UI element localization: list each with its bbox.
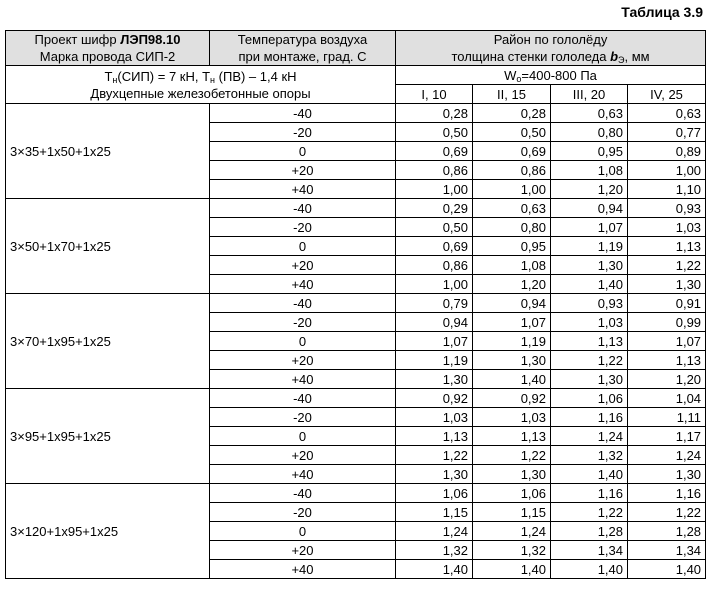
tn2-sub: н bbox=[210, 74, 216, 85]
value-cell: 1,11 bbox=[628, 408, 706, 427]
value-cell: 1,03 bbox=[473, 408, 551, 427]
wire-cell: 3×70+1x95+1x25 bbox=[6, 294, 210, 389]
wire-cell: 3×50+1x70+1x25 bbox=[6, 199, 210, 294]
value-cell: 1,15 bbox=[396, 503, 473, 522]
region-b: b bbox=[610, 49, 619, 64]
value-cell: 1,30 bbox=[628, 465, 706, 484]
value-cell: 1,40 bbox=[396, 560, 473, 579]
value-cell: 1,30 bbox=[551, 370, 628, 389]
value-cell: 1,16 bbox=[551, 484, 628, 503]
temp-cell: 0 bbox=[210, 522, 396, 541]
value-cell: 0,69 bbox=[473, 142, 551, 161]
wo-sub: о bbox=[516, 73, 522, 84]
temp-cell: -40 bbox=[210, 484, 396, 503]
value-cell: 0,80 bbox=[473, 218, 551, 237]
value-cell: 1,24 bbox=[551, 427, 628, 446]
value-cell: 1,40 bbox=[473, 560, 551, 579]
value-cell: 0,69 bbox=[396, 237, 473, 256]
table-row bbox=[6, 199, 706, 218]
region-header-2: II, 15 bbox=[473, 85, 551, 104]
header-wire-cell bbox=[6, 31, 210, 66]
value-cell: 0,50 bbox=[396, 218, 473, 237]
value-cell: 0,86 bbox=[396, 161, 473, 180]
temp-cell: -40 bbox=[210, 199, 396, 218]
temp-cell: -40 bbox=[210, 389, 396, 408]
value-cell: 0,86 bbox=[473, 161, 551, 180]
value-cell: 1,40 bbox=[551, 275, 628, 294]
value-cell: 1,13 bbox=[551, 332, 628, 351]
value-cell: 1,40 bbox=[473, 370, 551, 389]
temp-cell: -40 bbox=[210, 294, 396, 313]
wo-value: =400-800 Па bbox=[521, 67, 597, 83]
value-cell: 1,07 bbox=[473, 313, 551, 332]
temp-cell: +20 bbox=[210, 541, 396, 560]
value-cell: 1,00 bbox=[628, 161, 706, 180]
region-header-3: III, 20 bbox=[551, 85, 628, 104]
data-table bbox=[5, 30, 706, 579]
value-cell: 1,06 bbox=[473, 484, 551, 503]
value-cell: 1,06 bbox=[551, 389, 628, 408]
temp-cell: 0 bbox=[210, 332, 396, 351]
value-cell: 0,28 bbox=[473, 104, 551, 123]
value-cell: 1,40 bbox=[628, 560, 706, 579]
value-cell: 1,04 bbox=[628, 389, 706, 408]
value-cell: 0,63 bbox=[551, 104, 628, 123]
value-cell: 1,22 bbox=[551, 351, 628, 370]
value-cell: 1,13 bbox=[473, 427, 551, 446]
region-line2: толщина стенки гололеда bbox=[451, 49, 611, 64]
value-cell: 1,08 bbox=[473, 256, 551, 275]
temp-cell: -20 bbox=[210, 503, 396, 522]
tn-label: Т bbox=[104, 68, 113, 84]
value-cell: 1,22 bbox=[473, 446, 551, 465]
temp-cell: +40 bbox=[210, 560, 396, 579]
sip-text: (СИП) = 7 кН, Т bbox=[117, 68, 211, 84]
value-cell: 1,03 bbox=[396, 408, 473, 427]
value-cell: 0,94 bbox=[473, 294, 551, 313]
supports-text: Двухцепные железобетонные опоры bbox=[90, 85, 311, 101]
value-cell: 1,22 bbox=[628, 256, 706, 275]
value-cell: 1,24 bbox=[396, 522, 473, 541]
project-code: ЛЭП98.10 bbox=[120, 32, 181, 47]
value-cell: 0,95 bbox=[551, 142, 628, 161]
value-cell: 1,08 bbox=[551, 161, 628, 180]
value-cell: 1,10 bbox=[628, 180, 706, 199]
value-cell: 0,63 bbox=[628, 104, 706, 123]
value-cell: 1,19 bbox=[473, 332, 551, 351]
value-cell: 1,22 bbox=[628, 503, 706, 522]
region-header-4: IV, 25 bbox=[628, 85, 706, 104]
value-cell: 1,30 bbox=[551, 256, 628, 275]
value-cell: 1,15 bbox=[473, 503, 551, 522]
region-sub: Э bbox=[618, 55, 625, 65]
value-cell: 0,86 bbox=[396, 256, 473, 275]
value-cell: 1,13 bbox=[628, 237, 706, 256]
value-cell: 1,28 bbox=[628, 522, 706, 541]
temp-cell: 0 bbox=[210, 237, 396, 256]
temp-cell: -20 bbox=[210, 313, 396, 332]
value-cell: 1,28 bbox=[551, 522, 628, 541]
wire-cell: 3×95+1x95+1x25 bbox=[6, 389, 210, 484]
value-cell: 0,93 bbox=[628, 199, 706, 218]
temp-cell: +40 bbox=[210, 370, 396, 389]
value-cell: 0,50 bbox=[396, 123, 473, 142]
table-row bbox=[6, 389, 706, 408]
table-row bbox=[6, 294, 706, 313]
params-row-1 bbox=[6, 66, 706, 85]
value-cell: 1,13 bbox=[396, 427, 473, 446]
value-cell: 1,30 bbox=[396, 370, 473, 389]
value-cell: 0,29 bbox=[396, 199, 473, 218]
region-unit: , мм bbox=[624, 49, 650, 64]
wo-label: W bbox=[504, 67, 517, 83]
value-cell: 1,03 bbox=[551, 313, 628, 332]
value-cell: 0,99 bbox=[628, 313, 706, 332]
value-cell: 0,80 bbox=[551, 123, 628, 142]
value-cell: 1,19 bbox=[551, 237, 628, 256]
value-cell: 1,30 bbox=[396, 465, 473, 484]
temp-line1: Температура воздуха bbox=[237, 32, 368, 47]
header-region-cell bbox=[396, 31, 706, 66]
value-cell: 1,30 bbox=[628, 275, 706, 294]
value-cell: 0,89 bbox=[628, 142, 706, 161]
value-cell: 1,20 bbox=[473, 275, 551, 294]
temp-line2: при монтаже, град. С bbox=[238, 49, 367, 64]
pv-text: (ПВ) – 1,4 кН bbox=[215, 68, 297, 84]
temp-cell: +20 bbox=[210, 351, 396, 370]
value-cell: 1,19 bbox=[396, 351, 473, 370]
value-cell: 1,32 bbox=[473, 541, 551, 560]
value-cell: 1,16 bbox=[628, 484, 706, 503]
value-cell: 0,91 bbox=[628, 294, 706, 313]
temp-cell: -20 bbox=[210, 123, 396, 142]
value-cell: 1,32 bbox=[396, 541, 473, 560]
value-cell: 1,17 bbox=[628, 427, 706, 446]
tn-sub: н bbox=[112, 74, 118, 85]
value-cell: 1,22 bbox=[551, 503, 628, 522]
value-cell: 0,79 bbox=[396, 294, 473, 313]
value-cell: 0,50 bbox=[473, 123, 551, 142]
params-cell bbox=[6, 66, 396, 104]
wire-brand: Марка провода СИП-2 bbox=[39, 49, 176, 64]
value-cell: 1,00 bbox=[396, 180, 473, 199]
value-cell: 1,20 bbox=[628, 370, 706, 389]
value-cell: 1,40 bbox=[551, 560, 628, 579]
value-cell: 0,69 bbox=[396, 142, 473, 161]
value-cell: 1,24 bbox=[628, 446, 706, 465]
value-cell: 1,30 bbox=[473, 465, 551, 484]
value-cell: 1,00 bbox=[473, 180, 551, 199]
temp-cell: +40 bbox=[210, 465, 396, 484]
value-cell: 1,13 bbox=[628, 351, 706, 370]
value-cell: 0,77 bbox=[628, 123, 706, 142]
value-cell: 1,07 bbox=[551, 218, 628, 237]
value-cell: 0,94 bbox=[396, 313, 473, 332]
value-cell: 0,63 bbox=[473, 199, 551, 218]
value-cell: 1,06 bbox=[396, 484, 473, 503]
value-cell: 1,32 bbox=[551, 446, 628, 465]
region-header-1: I, 10 bbox=[396, 85, 473, 104]
wire-cell: 3×35+1x50+1x25 bbox=[6, 104, 210, 199]
temp-cell: -20 bbox=[210, 218, 396, 237]
header-temp-cell bbox=[210, 31, 396, 66]
value-cell: 1,34 bbox=[551, 541, 628, 560]
value-cell: 1,40 bbox=[551, 465, 628, 484]
value-cell: 1,16 bbox=[551, 408, 628, 427]
temp-cell: +40 bbox=[210, 275, 396, 294]
table-caption: Таблица 3.9 bbox=[621, 4, 703, 20]
value-cell: 1,30 bbox=[473, 351, 551, 370]
temp-cell: -20 bbox=[210, 408, 396, 427]
temp-cell: +20 bbox=[210, 161, 396, 180]
temp-cell: +40 bbox=[210, 180, 396, 199]
temp-cell: 0 bbox=[210, 142, 396, 161]
value-cell: 1,03 bbox=[628, 218, 706, 237]
value-cell: 0,92 bbox=[473, 389, 551, 408]
value-cell: 1,07 bbox=[628, 332, 706, 351]
temp-cell: -40 bbox=[210, 104, 396, 123]
region-line1: Район по гололёду bbox=[493, 32, 608, 47]
wo-cell bbox=[396, 66, 706, 85]
value-cell: 1,07 bbox=[396, 332, 473, 351]
temp-cell: 0 bbox=[210, 427, 396, 446]
header-row bbox=[6, 31, 706, 66]
table-row bbox=[6, 104, 706, 123]
value-cell: 0,28 bbox=[396, 104, 473, 123]
value-cell: 1,24 bbox=[473, 522, 551, 541]
value-cell: 0,94 bbox=[551, 199, 628, 218]
value-cell: 0,92 bbox=[396, 389, 473, 408]
value-cell: 1,34 bbox=[628, 541, 706, 560]
value-cell: 1,20 bbox=[551, 180, 628, 199]
project-label: Проект шифр bbox=[34, 32, 117, 47]
wire-cell: 3×120+1x95+1x25 bbox=[6, 484, 210, 579]
value-cell: 0,93 bbox=[551, 294, 628, 313]
temp-cell: +20 bbox=[210, 446, 396, 465]
value-cell: 1,00 bbox=[396, 275, 473, 294]
value-cell: 0,95 bbox=[473, 237, 551, 256]
table-row bbox=[6, 484, 706, 503]
value-cell: 1,22 bbox=[396, 446, 473, 465]
temp-cell: +20 bbox=[210, 256, 396, 275]
